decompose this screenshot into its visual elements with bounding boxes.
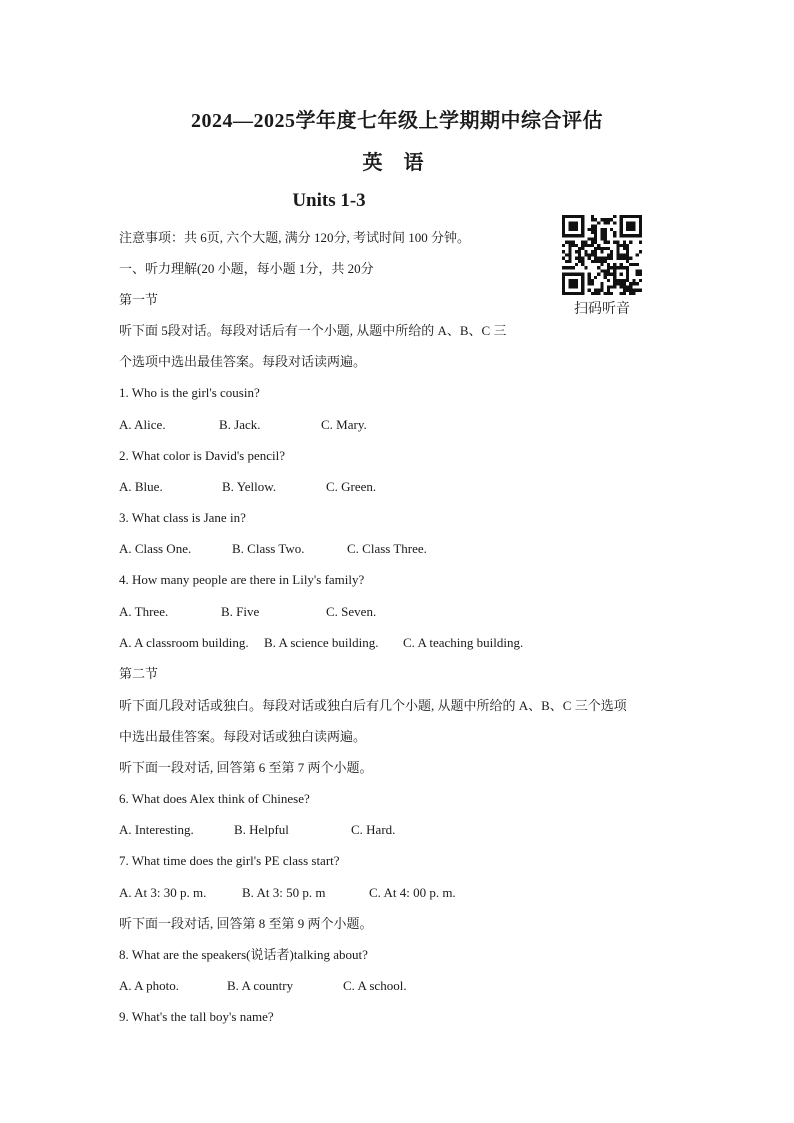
q7-option-b: B. At 3: 50 p. m (242, 885, 326, 900)
part2-label: 第二节 (119, 666, 159, 681)
q3-option-b: B. Class Two. (232, 541, 305, 556)
question-1: 1. Who is the girl's cousin? (119, 385, 260, 400)
subject-title: 英 语 (362, 152, 432, 174)
q4-option-b: B. Five (221, 604, 260, 619)
question-4: 4. How many people are there in Lily's family? (119, 572, 365, 587)
question-2: 2. What color is David's pencil? (119, 448, 286, 463)
section-heading: 一、听力理解(20 小题，每小题 1分，共 20分 (119, 261, 374, 276)
part2-instruction-1: 听下面几段对话或独白。每段对话或独白后有几个小题, 从题中所给的 A、B、C 三个选项 (119, 698, 627, 713)
q4-option-c: C. Seven. (326, 604, 377, 619)
q6-option-b: B. Helpful (234, 822, 289, 837)
question-6: 6. What does Alex think of Chinese? (119, 791, 310, 806)
q4-option-a: A. Three. (119, 604, 169, 619)
qr-caption: 扫码听音 (574, 301, 630, 317)
q1-option-b: B. Jack. (219, 417, 261, 432)
q1-option-c: C. Mary. (321, 417, 367, 432)
q8-option-a: A. A photo. (119, 978, 179, 993)
group-instruction-6-7: 听下面一段对话, 回答第 6 至第 7 两个小题。 (119, 760, 373, 775)
q8-option-b: B. A country (227, 978, 294, 993)
q3-option-a: A. Class One. (119, 541, 192, 556)
part1-instruction-2: 个选项中选出最佳答案。每段对话读两遍。 (119, 354, 367, 369)
q7-option-a: A. At 3: 30 p. m. (119, 885, 207, 900)
question-8: 8. What are the speakers(说话者)talking about? (119, 947, 368, 962)
notice: 注意事项：共 6页, 六个大题, 满分 120分, 考试时间 100 分钟。 (119, 230, 471, 245)
q2-option-b: B. Yellow. (222, 479, 277, 494)
part1-label: 第一节 (119, 292, 159, 307)
qr-block (562, 215, 644, 317)
question-3: 3. What class is Jane in? (119, 510, 246, 525)
q8-option-c: C. A school. (343, 978, 407, 993)
q6-option-a: A. Interesting. (119, 822, 194, 837)
units-title: Units 1-3 (292, 190, 366, 211)
q7-option-c: C. At 4: 00 p. m. (369, 885, 456, 900)
exam-title: 2024—2025学年度七年级上学期期中综合评估 (191, 110, 603, 132)
q2-option-c: C. Green. (326, 479, 377, 494)
question-7: 7. What time does the girl's PE class start? (119, 853, 340, 868)
q5-option-b: B. A science building. (264, 635, 379, 650)
q3-option-c: C. Class Three. (347, 541, 427, 556)
q6-option-c: C. Hard. (351, 822, 396, 837)
part2-instruction-2: 中选出最佳答案。每段对话或独白读两遍。 (119, 729, 367, 744)
group-instruction-8-9: 听下面一段对话, 回答第 8 至第 9 两个小题。 (119, 916, 373, 931)
question-9: 9. What's the tall boy's name? (119, 1009, 274, 1024)
qr-code-icon (562, 215, 642, 295)
q2-option-a: A. Blue. (119, 479, 163, 494)
q1-option-a: A. Alice. (119, 417, 166, 432)
q5-option-a: A. A classroom building. (119, 635, 249, 650)
part1-instruction-1: 听下面 5段对话。每段对话后有一个小题, 从题中所给的 A、B、C 三 (119, 323, 507, 338)
q5-option-c: C. A teaching building. (403, 635, 524, 650)
